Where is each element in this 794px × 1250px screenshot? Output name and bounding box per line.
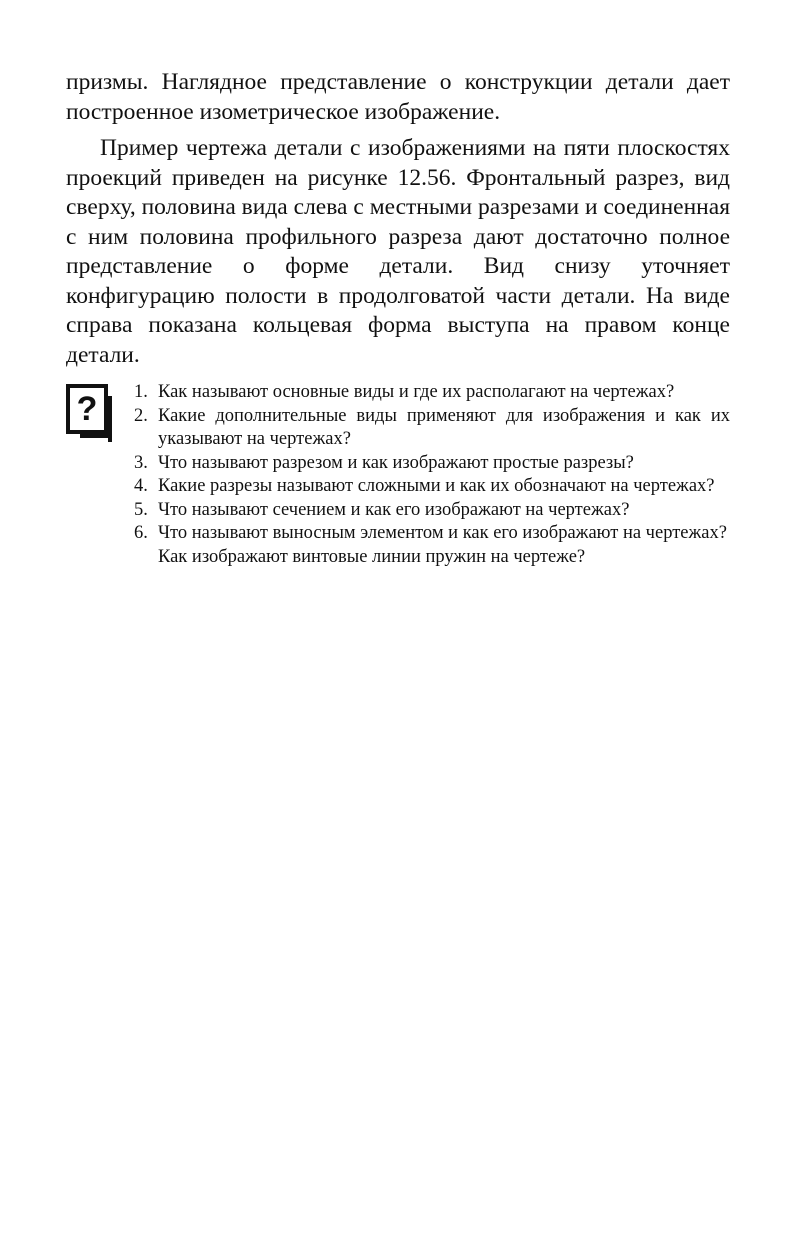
question-item: [134, 475, 730, 499]
question-number: 1.: [134, 382, 148, 402]
question-text: Что называют выносным элементом и как его изображают на чертежах?: [158, 523, 727, 543]
question-text: Какие разрезы называют сложными и как их обозначают на чертежах?: [158, 476, 715, 496]
question-number: 5.: [134, 499, 148, 520]
review-questions-list: [134, 381, 730, 569]
question-item: [134, 381, 730, 405]
question-item: [134, 499, 730, 523]
question-item: [134, 522, 730, 546]
question-item: [134, 452, 730, 476]
question-text: Какие дополнительные виды применяют для изображения и как их указывают на чертежах?: [158, 405, 730, 449]
question-mark-symbol: ?: [76, 390, 98, 428]
extra-question-text: Как изображают винтовые линии пружин на чертеже?: [158, 546, 586, 567]
body-text: [66, 68, 730, 377]
question-item: [134, 405, 730, 452]
paragraph-1: призмы. Наглядное представление о конструкции детали дает построенное изометрическое изображение.: [66, 69, 730, 125]
question-mark-box-icon: [66, 384, 108, 434]
question-number: 4.: [134, 476, 148, 496]
question-text: Как называют основные виды и где их располагают на чертежах?: [158, 382, 675, 402]
question-number: 2.: [134, 405, 148, 426]
question-number: 3.: [134, 452, 148, 473]
question-number: 6.: [134, 523, 148, 543]
paragraph-2: Пример чертежа детали с изображениями на пяти плоскостях проекций приведен на рисунке 12.56. Фронтальный разрез, вид сверху, половина вида слева с местными разрезами и соединенная с ним половина профильного разреза дают достаточно полное представление о форме детали. Вид снизу уточняет конфигурацию полости в продолговатой части детали. На виде справа показана кольцевая форма выступа на правом конце детали.: [66, 135, 730, 368]
question-text: Что называют разрезом и как изображают простые разрезы?: [158, 452, 634, 473]
question-text: Что называют сечением и как его изображают на чертежах?: [158, 499, 630, 520]
